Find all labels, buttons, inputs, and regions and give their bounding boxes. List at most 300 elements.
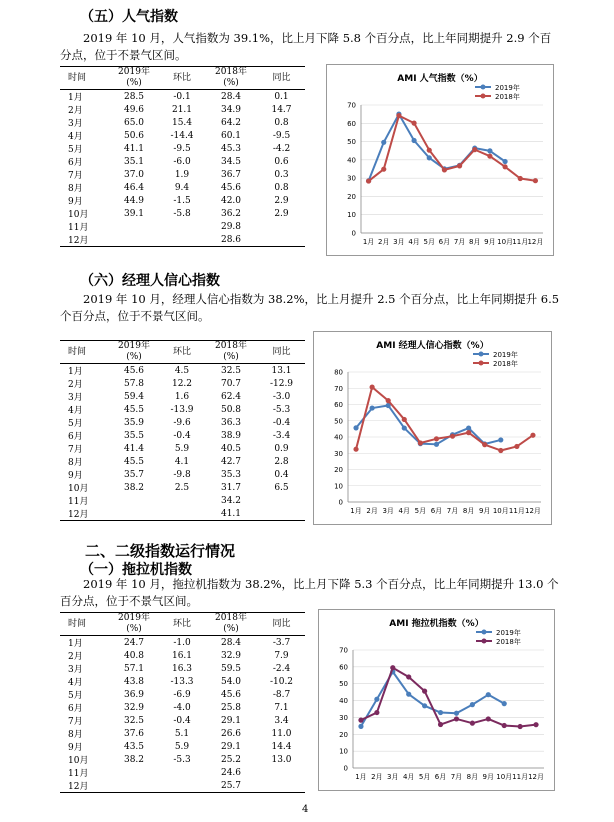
y-tick-label: 0 [338, 498, 343, 507]
table-row [60, 740, 305, 753]
table-cell: 34.2 [220, 495, 242, 506]
x-tick-label: 8月 [469, 238, 481, 246]
table-cell: 2.5 [174, 482, 190, 493]
table-row [60, 766, 305, 779]
x-tick-label: 2月 [366, 507, 378, 515]
table-cell: 9月 [68, 471, 83, 481]
data-point [353, 425, 358, 430]
x-tick-label: 9月 [478, 507, 491, 515]
data-point [381, 140, 386, 145]
x-tick-label: 2月 [371, 773, 383, 781]
table-cell: 35.1 [123, 156, 145, 167]
table-cell: 24.7 [123, 637, 145, 648]
table-row [60, 181, 305, 194]
table-cell: 59.5 [220, 663, 242, 674]
data-point [390, 665, 395, 670]
chart-popularity [326, 64, 554, 256]
table-cell: 42.7 [220, 456, 242, 467]
table-cell: 1.6 [174, 391, 190, 402]
table-cell: -9.5 [173, 143, 191, 154]
table-cell: 0.1 [274, 91, 289, 102]
table-cell: 36.9 [123, 689, 145, 700]
table-cell: -0.1 [173, 91, 191, 102]
table-cell: -9.8 [173, 469, 191, 480]
chart-svg-manager-confidence [314, 332, 551, 524]
data-point [486, 716, 491, 721]
table-row [60, 129, 305, 142]
table-cell: 5月 [68, 691, 83, 701]
table-cell [258, 233, 305, 247]
table-cell: 29.1 [220, 741, 242, 752]
table-cell: 1月 [68, 93, 83, 103]
table-cell [160, 233, 204, 247]
table-cell: 25.7 [204, 779, 258, 793]
data-point [518, 176, 523, 181]
table-cell: -5.3 [272, 404, 291, 415]
series-line [356, 405, 501, 444]
data-point [381, 167, 386, 172]
table-row [60, 636, 305, 650]
table-cell: 32.5 [123, 715, 145, 726]
table-cell: 38.9 [220, 430, 242, 441]
legend-label: 2019年 [493, 351, 518, 359]
data-point [402, 425, 407, 430]
table-cell: 7月 [68, 171, 83, 181]
table-row [60, 403, 305, 416]
table-cell: 6.5 [274, 482, 289, 493]
table-row [60, 377, 305, 390]
table-cell: 4月 [68, 678, 83, 688]
table-cell: -14.4 [170, 130, 194, 141]
x-tick-label: 12月 [527, 238, 544, 246]
table-cell: 45.6 [123, 365, 145, 376]
table-cell: -5.3 [173, 754, 191, 765]
table-cell: 26.6 [220, 728, 242, 739]
data-point [470, 702, 475, 707]
table-cell: 2月 [68, 106, 83, 116]
data-point [353, 447, 358, 452]
table-header-cell: 时间 [60, 613, 108, 636]
table-cell: 35.9 [123, 417, 145, 428]
table-cell: 5.1 [174, 728, 190, 739]
table-cell: 10月 [68, 210, 89, 220]
data-point [418, 440, 423, 445]
section-title-tractor: （一）拖拉机指数 [80, 562, 192, 578]
legend-marker [481, 85, 486, 90]
table-header-cell: 时间 [60, 341, 108, 364]
data-point [366, 178, 371, 183]
x-tick-label: 11月 [508, 507, 525, 515]
table-cell: 11月 [68, 769, 89, 779]
table-row [60, 416, 305, 429]
data-point [450, 434, 455, 439]
table-row [60, 714, 305, 727]
table-cell: -13.3 [170, 676, 194, 687]
legend-label: 2019年 [496, 629, 521, 637]
table-cell: 40.5 [220, 443, 242, 454]
data-point [530, 433, 535, 438]
y-tick-label: 10 [339, 747, 348, 756]
table-cell: 64.2 [220, 117, 242, 128]
table-row [60, 194, 305, 207]
section-heading-secondary: 二、二级指数运行情况 [85, 542, 236, 560]
table-cell [160, 766, 204, 779]
x-tick-label: 10月 [492, 507, 509, 515]
x-tick-label: 9月 [482, 773, 495, 781]
table-cell: 41.4 [123, 443, 145, 454]
table-cell: 37.0 [123, 169, 145, 180]
table-cell: 6月 [68, 704, 83, 714]
table-cell [108, 507, 160, 521]
table-cell: 45.3 [220, 143, 242, 154]
y-tick-label: 30 [339, 713, 348, 722]
table-cell: 1月 [68, 639, 83, 649]
table-cell: 57.1 [123, 663, 145, 674]
table-cell: 59.4 [123, 391, 145, 402]
table-header-cell: 同比 [258, 67, 305, 90]
table-cell: 57.8 [123, 378, 145, 389]
table-header-cell: 时间 [60, 67, 108, 90]
table-cell: 40.8 [123, 650, 145, 661]
table-cell: 5月 [68, 145, 83, 155]
y-tick-label: 80 [334, 368, 343, 377]
table-cell: 28.4 [220, 637, 242, 648]
table-cell: 8月 [68, 184, 83, 194]
table-cell: 4月 [68, 406, 83, 416]
table-cell: 34.9 [220, 104, 242, 115]
table-cell: -1.0 [173, 637, 191, 648]
legend-label: 2018年 [495, 93, 520, 101]
y-tick-label: 70 [334, 384, 343, 393]
table-cell: 35.3 [220, 469, 242, 480]
table-cell: 35.5 [123, 430, 145, 441]
table-row [60, 649, 305, 662]
table-header-cell: 环比 [160, 341, 204, 364]
y-tick-label: 40 [347, 156, 356, 165]
data-point [438, 722, 443, 727]
x-tick-label: 5月 [414, 507, 427, 515]
data-point [487, 154, 492, 159]
table-cell [258, 494, 305, 507]
table-cell: 3月 [68, 665, 83, 675]
table-cell: 7.9 [274, 650, 289, 661]
table-cell: -10.2 [269, 676, 294, 687]
table-row [60, 233, 305, 247]
table-cell: 60.1 [220, 130, 242, 141]
table-cell: 4月 [68, 132, 83, 142]
x-tick-label: 7月 [453, 238, 466, 246]
table-cell: -3.4 [272, 430, 291, 441]
section-title-manager-confidence: （六）经理人信心指数 [80, 273, 220, 289]
data-table-manager-confidence [60, 340, 305, 521]
table-cell: 21.1 [171, 104, 193, 115]
table-cell: 41.1 [204, 507, 258, 521]
x-tick-label: 6月 [430, 507, 443, 515]
table-cell [258, 766, 305, 779]
table-cell: 11月 [68, 223, 89, 233]
table-row [60, 507, 305, 521]
table-cell: 43.5 [123, 741, 145, 752]
table-cell: -4.0 [173, 702, 191, 713]
y-tick-label: 70 [339, 646, 348, 655]
table-cell: 24.6 [220, 767, 242, 778]
data-point [374, 697, 379, 702]
table-row [60, 753, 305, 766]
table-cell: 29.1 [220, 715, 242, 726]
table-cell: 6月 [68, 432, 83, 442]
chart-svg-popularity [327, 65, 553, 255]
x-tick-label: 4月 [402, 773, 415, 781]
table-row [60, 155, 305, 168]
table-cell: -9.5 [272, 130, 291, 141]
table-cell: 2.9 [274, 195, 289, 206]
table-cell: -1.5 [173, 195, 191, 206]
table-cell: 42.0 [220, 195, 242, 206]
table-row [60, 662, 305, 675]
table-cell: 0.6 [274, 156, 289, 167]
table-cell: 7月 [68, 445, 83, 455]
data-point [370, 385, 375, 390]
table-header-cell: 同比 [258, 341, 305, 364]
y-tick-label: 70 [347, 101, 356, 110]
table-cell: 2.8 [274, 456, 289, 467]
section-paragraph-manager-confidence: 2019 年 10 月，经理人信心指数为 38.2%，比上月提升 2.5 个百分点，比上年同期提升 6.5 个百分点，位于不景气区间。 [60, 292, 560, 323]
table-cell: 36.7 [220, 169, 242, 180]
x-tick-label: 7月 [450, 773, 463, 781]
table-cell: 0.8 [274, 117, 289, 128]
x-tick-label: 7月 [446, 507, 459, 515]
table-header-cell: 2019年 (%) [108, 67, 160, 90]
data-point [466, 425, 471, 430]
table-cell: 2月 [68, 380, 83, 390]
x-tick-label: 5月 [418, 773, 431, 781]
chart-title: AMI 人气指数（%） [397, 74, 483, 84]
table-cell: 1.9 [174, 169, 190, 180]
table-cell: 7.1 [274, 702, 289, 713]
table-cell: 50.6 [123, 130, 145, 141]
table-cell: 4.1 [174, 456, 190, 467]
table-cell: 32.9 [220, 650, 242, 661]
y-tick-label: 20 [339, 730, 348, 739]
table-cell: 28.5 [123, 91, 145, 102]
data-point [434, 436, 439, 441]
y-tick-label: 50 [334, 417, 343, 426]
data-point [498, 448, 503, 453]
data-point [422, 689, 427, 694]
x-tick-label: 3月 [382, 507, 394, 515]
table-cell: 5.9 [174, 443, 190, 454]
table-cell: 12月 [60, 507, 108, 521]
table-cell: -0.4 [173, 715, 191, 726]
table-row [60, 116, 305, 129]
table-cell [160, 779, 204, 793]
table-row [60, 142, 305, 155]
data-point [487, 148, 492, 153]
table-cell: 39.1 [123, 208, 145, 219]
table-cell: 4.5 [174, 365, 190, 376]
data-point [533, 178, 538, 183]
table-cell: 54.0 [220, 676, 242, 687]
table-row [60, 455, 305, 468]
data-table-tractor [60, 612, 305, 793]
data-point [374, 710, 379, 715]
chart-title: AMI 拖拉机指数（%） [389, 619, 484, 629]
y-tick-label: 60 [347, 119, 356, 128]
y-tick-label: 50 [339, 680, 348, 689]
table-cell [108, 494, 160, 507]
table-row [60, 103, 305, 116]
table-cell [108, 233, 160, 247]
table-row [60, 390, 305, 403]
y-tick-label: 60 [339, 663, 348, 672]
data-point [466, 430, 471, 435]
data-point [358, 718, 363, 723]
x-tick-label: 6月 [438, 238, 451, 246]
table-cell: 25.2 [220, 754, 242, 765]
table-cell: 46.4 [123, 182, 145, 193]
table-cell: -3.7 [272, 637, 291, 648]
legend-label: 2019年 [495, 84, 520, 92]
table-cell: 49.6 [123, 104, 145, 115]
table-row [60, 168, 305, 181]
data-point [498, 437, 503, 442]
table-cell: 13.1 [271, 365, 292, 376]
table-cell: 11.0 [271, 728, 292, 739]
table-cell: 15.4 [171, 117, 193, 128]
x-tick-label: 12月 [528, 773, 545, 781]
table-cell [258, 507, 305, 521]
table-cell: 36.2 [220, 208, 242, 219]
data-point [514, 444, 519, 449]
x-tick-label: 3月 [393, 238, 405, 246]
y-tick-label: 60 [334, 401, 343, 409]
table-cell: -0.4 [173, 430, 191, 441]
table-header-cell: 2018年 (%) [204, 613, 258, 636]
table-cell: -3.0 [272, 391, 291, 402]
data-point [406, 692, 411, 697]
table-cell: -13.9 [170, 404, 194, 415]
table-cell: 0.8 [274, 182, 289, 193]
table-row [60, 442, 305, 455]
table-cell: 37.6 [123, 728, 145, 739]
table-header-cell: 环比 [160, 613, 204, 636]
data-point [370, 405, 375, 410]
data-point [406, 674, 411, 679]
legend-marker [479, 352, 484, 357]
legend-marker [482, 639, 487, 644]
x-tick-label: 1月 [350, 507, 362, 515]
chart-manager-confidence [313, 331, 552, 525]
table-cell: 12月 [60, 233, 108, 247]
x-tick-label: 9月 [484, 238, 496, 246]
x-tick-label: 4月 [408, 238, 420, 246]
y-tick-label: 30 [347, 174, 356, 183]
table-cell: 2月 [68, 652, 83, 662]
table-row [60, 779, 305, 793]
data-point [411, 138, 416, 143]
data-point [427, 155, 432, 160]
table-cell: 2.9 [274, 208, 289, 219]
data-point [472, 147, 477, 152]
table-row [60, 468, 305, 481]
table-cell: 32.9 [123, 702, 145, 713]
table-row [60, 364, 305, 378]
x-tick-label: 3月 [387, 773, 399, 781]
table-row [60, 675, 305, 688]
y-tick-label: 10 [347, 211, 356, 220]
table-cell [108, 779, 160, 793]
y-tick-label: 20 [334, 466, 343, 474]
table-cell: 9月 [68, 197, 83, 207]
section-title-popularity: （五）人气指数 [80, 9, 178, 25]
table-cell: 45.5 [123, 404, 145, 415]
table-cell: 12月 [60, 779, 108, 793]
data-point [502, 723, 507, 728]
table-cell [258, 779, 305, 793]
x-tick-label: 12月 [524, 507, 541, 515]
table-cell: 6月 [68, 158, 83, 168]
table-cell: -9.6 [173, 417, 191, 428]
table-cell: 45.6 [220, 182, 242, 193]
x-tick-label: 5月 [423, 238, 435, 246]
table-cell [108, 766, 160, 779]
table-cell: 28.4 [220, 91, 242, 102]
table-cell: 36.3 [220, 417, 242, 428]
table-cell: -2.4 [272, 663, 291, 674]
table-header-cell: 2019年 (%) [108, 613, 160, 636]
table-cell: 14.4 [271, 741, 292, 752]
y-tick-label: 10 [334, 482, 343, 491]
y-tick-label: 20 [347, 192, 356, 201]
data-point [402, 417, 407, 422]
table-cell: 35.7 [123, 469, 145, 480]
section-paragraph-tractor: 2019 年 10 月，拖拉机指数为 38.2%，比上月下降 5.3 个百分点，比上年同期提升 13.0 个百分点，位于不景气区间。 [60, 577, 559, 608]
legend-label: 2018年 [496, 638, 521, 646]
table-cell: 0.9 [274, 443, 289, 454]
table-cell: 44.9 [123, 195, 145, 206]
data-point [358, 724, 363, 729]
table-cell: 16.1 [171, 650, 193, 661]
data-point [486, 692, 491, 697]
table-cell: 8月 [68, 458, 83, 468]
table-cell [108, 220, 160, 233]
table-cell: 50.8 [220, 404, 242, 415]
x-tick-label: 4月 [398, 507, 411, 515]
legend-marker [482, 630, 487, 635]
table-cell: 3月 [68, 119, 83, 129]
table-cell: -5.8 [173, 208, 191, 219]
data-point [502, 164, 507, 169]
x-tick-label: 10月 [496, 773, 513, 781]
table-cell: 28.6 [204, 233, 258, 247]
table-header-cell: 2019年 (%) [108, 341, 160, 364]
data-point [422, 703, 427, 708]
legend-label: 2018年 [493, 360, 518, 368]
table-cell: 70.7 [220, 378, 242, 389]
table-row [60, 90, 305, 104]
table-cell: 7月 [68, 717, 83, 727]
table-cell [160, 507, 204, 521]
table-cell: -6.9 [173, 689, 191, 700]
y-tick-label: 30 [334, 449, 343, 458]
data-point [427, 148, 432, 153]
table-cell: 0.4 [274, 469, 289, 480]
table-cell: 11月 [68, 497, 89, 507]
legend-marker [479, 361, 484, 366]
data-point [457, 163, 462, 168]
series-line [356, 387, 533, 450]
table-cell: 9.4 [174, 182, 190, 193]
